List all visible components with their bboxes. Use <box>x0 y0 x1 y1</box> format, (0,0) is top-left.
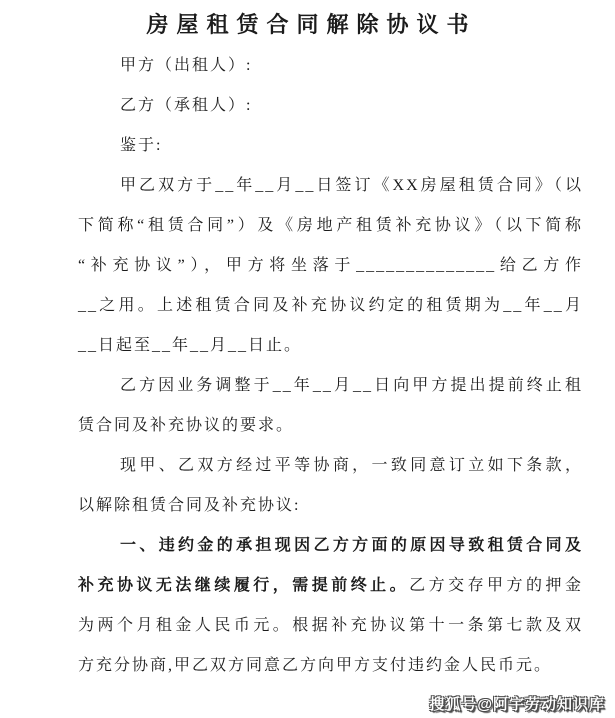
doc-line-normal-segment: 乙方交存甲方的押金 <box>409 577 583 594</box>
doc-line: 乙方因业务调整于__年__月__日向甲方提出提前终止租 <box>120 377 583 394</box>
party-a-line: 甲方（出租人）: <box>120 57 253 74</box>
doc-line: 现甲、乙双方经过平等协商，一致同意订立如下条款， <box>120 457 583 474</box>
doc-line: 下简称“租赁合同”）及《房地产租赁补充协议》（以下简称 <box>78 217 583 234</box>
doc-line-bold-segment: 补充协议无法继续履行，需提前终止。 <box>78 577 410 594</box>
party-b-line: 乙方（承租人）: <box>120 97 253 114</box>
doc-line: 赁合同及补充协议的要求。 <box>78 417 295 434</box>
doc-line: 方充分协商,甲乙双方同意乙方向甲方支付违约金人民币元。 <box>78 657 553 674</box>
doc-line: 以解除租赁合同及补充协议: <box>78 497 301 514</box>
clause-one-line: 一、违约金的承担现因乙方方面的原因导致租赁合同及 <box>120 537 583 554</box>
doc-line: “补充协议”），甲方将坐落于______________给乙方作 <box>78 257 583 274</box>
whereas-line: 鉴于: <box>120 137 163 154</box>
doc-line: __之用。上述租赁合同及补充协议约定的租赁期为__年__月 <box>78 297 583 314</box>
doc-line <box>78 566 583 606</box>
document-title: 房屋租赁合同解除协议书 <box>146 12 477 37</box>
doc-line: 甲乙双方于__年__月__日签订《XX房屋租赁合同》（以 <box>120 177 583 194</box>
sohu-watermark: 搜狐号@阿宇劳动知识库 <box>429 696 605 713</box>
doc-line: __日起至__年__月__日止。 <box>78 337 303 354</box>
doc-line: 为两个月租金人民币元。根据补充协议第十一条第七款及双 <box>78 617 583 634</box>
